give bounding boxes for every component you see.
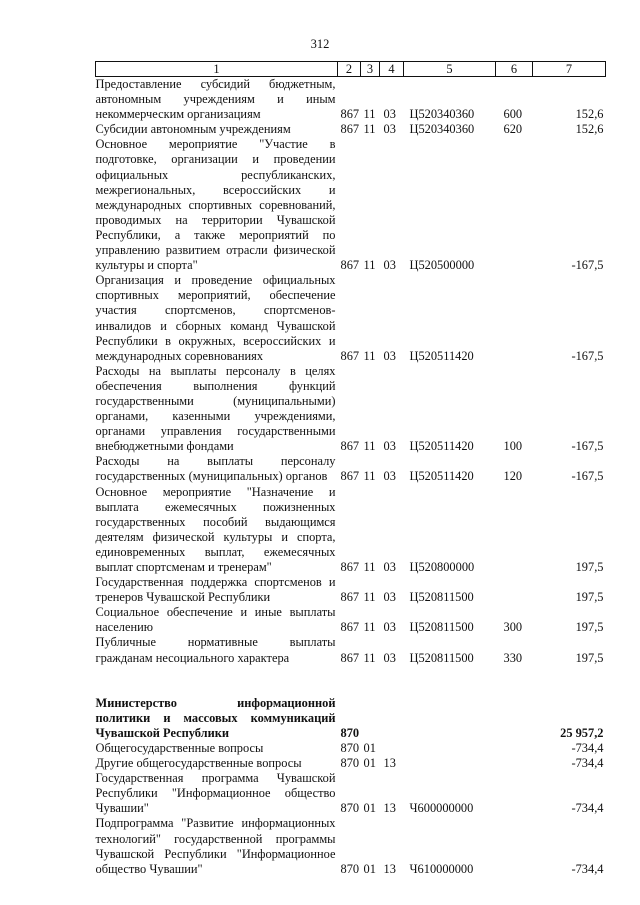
ministry-code: 867 — [340, 620, 360, 635]
item-name: Другие общегосударственные вопросы — [95, 756, 302, 771]
table-row — [96, 77, 606, 123]
column-header: 1 — [96, 62, 338, 77]
target-article-code — [404, 741, 496, 756]
column-header: 6 — [496, 62, 533, 77]
expense-type-code — [496, 771, 533, 816]
expense-type-code — [496, 696, 533, 741]
target-article-code: Ц520340360 — [409, 122, 475, 137]
table-row — [96, 635, 606, 665]
ministry-code: 870 — [340, 756, 360, 771]
table-row — [96, 741, 606, 756]
item-name: Предоставление субсидий бюджетным, автономным учреждениям и иным некоммерческим организациям — [95, 77, 336, 122]
section-code: 11 — [363, 650, 376, 665]
subsection-code — [380, 696, 404, 741]
target-article-code: Ц520811500 — [409, 650, 474, 665]
ministry-code: 867 — [340, 560, 360, 574]
amount: 197,5 — [575, 620, 604, 635]
table-row — [96, 137, 606, 273]
table-row — [96, 575, 606, 605]
table-row — [96, 771, 606, 816]
amount: -167,5 — [571, 439, 604, 454]
item-name: Министерство информационной политики и массовых коммуникаций Чувашской Республики — [95, 695, 336, 740]
ministry-code: 867 — [340, 122, 360, 137]
expense-type-code — [496, 137, 533, 273]
subsection-code — [380, 741, 404, 756]
amount: -167,5 — [571, 258, 604, 273]
section-code: 01 — [363, 861, 376, 876]
table-row — [96, 756, 606, 771]
amount: 25 957,2 — [560, 725, 604, 740]
expense-type-code — [496, 756, 533, 771]
budget-table — [95, 61, 606, 877]
section-code: 01 — [363, 756, 376, 771]
target-article-code: Ц520500000 — [409, 258, 475, 273]
section-code: 11 — [363, 620, 376, 635]
ministry-code: 870 — [340, 725, 360, 740]
expense-type-code: 330 — [503, 650, 523, 665]
section-code: 11 — [363, 469, 376, 484]
item-name: Государственная программа Чувашской Республики "Информационное общество Чувашии" — [95, 771, 336, 816]
amount: 197,5 — [575, 560, 604, 574]
item-name — [96, 666, 338, 696]
column-header: 3 — [361, 62, 380, 77]
table-row — [96, 273, 606, 364]
expense-type-code: 120 — [503, 469, 523, 484]
amount: -734,4 — [571, 756, 604, 771]
expense-type-code — [496, 666, 533, 696]
subsection-code: 03 — [383, 620, 396, 635]
section-code: 11 — [363, 439, 376, 454]
expense-type-code: 600 — [503, 107, 523, 122]
subsection-code: 03 — [383, 122, 396, 137]
section-code — [361, 666, 380, 696]
table-row — [96, 666, 606, 696]
subsection-code: 03 — [383, 439, 396, 454]
expense-type-code — [496, 741, 533, 756]
amount: -734,4 — [571, 740, 604, 755]
table-row — [96, 816, 606, 876]
item-name: Организация и проведение официальных спортивных мероприятий, обеспечение участия спортсменов, спортсменов-инвалидов и сборных команд Чувашской Республики в окружных, всероссийских и международных соревнованиях — [95, 273, 336, 363]
ministry-code: 870 — [340, 801, 360, 816]
section-code: 01 — [363, 801, 376, 816]
ministry-code: 867 — [340, 439, 360, 454]
section-code: 01 — [363, 740, 376, 755]
item-name: Расходы на выплаты персоналу государственных (муниципальных) органов — [95, 454, 336, 484]
item-name: Общегосударственные вопросы — [95, 740, 264, 755]
subsection-code: 13 — [383, 801, 396, 816]
expense-type-code: 620 — [503, 122, 523, 137]
subsection-code: 03 — [383, 560, 396, 574]
section-code: 11 — [363, 560, 376, 574]
ministry-code: 867 — [340, 348, 360, 363]
target-article-code: Ч600000000 — [409, 801, 474, 816]
page-number: 312 — [310, 37, 330, 51]
section-code: 11 — [363, 590, 376, 605]
ministry-code: 867 — [340, 650, 360, 665]
amount: -167,5 — [571, 348, 604, 363]
table-row — [96, 454, 606, 484]
amount: -734,4 — [571, 801, 604, 816]
expense-type-code — [496, 575, 533, 605]
target-article-code: Ц520511420 — [409, 348, 474, 363]
amount: 197,5 — [575, 590, 604, 605]
table-row — [96, 364, 606, 455]
ministry-code: 867 — [340, 258, 360, 273]
ministry-code: 867 — [340, 107, 360, 122]
expense-type-code — [496, 273, 533, 364]
table-row — [96, 696, 606, 741]
subsection-code — [380, 666, 404, 696]
target-article-code: Ц520811500 — [409, 590, 474, 605]
subsection-code: 03 — [383, 650, 396, 665]
column-header: 4 — [380, 62, 404, 77]
item-name: Государственная поддержка спортсменов и тренеров Чувашской Республики — [95, 575, 336, 605]
amount — [533, 666, 606, 696]
target-article-code — [404, 666, 496, 696]
subsection-code: 03 — [383, 107, 396, 122]
item-name: Основное мероприятие "Участие в подготовке, организации и проведении официальных республиканских, межрегиональных, всероссийских и международных спортивных соревнований, проводимых на территории Чувашской Республики, а также мероприятий по управлению развитием отрасли физической культуры и спорта" — [95, 137, 336, 273]
item-name: Расходы на выплаты персоналу в целях обеспечения выполнения функций государственными (муниципальными) органами, казенными учреждениями, органами управления государственными внебюджетными фондами — [95, 363, 336, 454]
table-header-row — [96, 62, 606, 77]
section-code: 11 — [363, 107, 376, 122]
item-name: Подпрограмма "Развитие информационных технологий" государственной программы Чувашской Республики "Информационное общество Чувашии" — [95, 816, 336, 876]
subsection-code: 03 — [383, 258, 396, 273]
item-name: Субсидии автономным учреждениям — [95, 122, 291, 137]
subsection-code: 13 — [383, 756, 396, 771]
section-code: 11 — [363, 348, 376, 363]
target-article-code — [404, 696, 496, 741]
ministry-code: 867 — [340, 469, 360, 484]
amount: -734,4 — [571, 861, 604, 876]
expense-type-code: 100 — [503, 439, 523, 454]
table-row — [96, 485, 606, 576]
subsection-code: 13 — [383, 861, 396, 876]
expense-type-code — [496, 816, 533, 876]
target-article-code: Ц520800000 — [409, 560, 475, 574]
item-name: Основное мероприятие "Назначение и выплата ежемесячных пожизненных государственных пособий выдающимся деятелям физической культуры и спорта, единовременных выплат, ежемесячных выплат спортсменам и тренерам" — [95, 484, 336, 574]
column-header: 2 — [338, 62, 361, 77]
ministry-code: 870 — [340, 861, 360, 876]
table-row — [96, 122, 606, 137]
subsection-code: 03 — [383, 348, 396, 363]
expense-type-code: 300 — [503, 620, 523, 635]
item-name: Социальное обеспечение и иные выплаты населению — [95, 605, 336, 635]
ministry-code: 870 — [340, 740, 360, 755]
amount: 197,5 — [575, 650, 604, 665]
amount: -167,5 — [571, 469, 604, 484]
table-row — [96, 605, 606, 635]
column-header: 5 — [404, 62, 496, 77]
column-header: 7 — [533, 62, 606, 77]
target-article-code: Ц520340360 — [409, 107, 475, 122]
expense-type-code — [496, 485, 533, 576]
ministry-code — [338, 666, 361, 696]
ministry-code: 867 — [340, 590, 360, 605]
subsection-code: 03 — [383, 469, 396, 484]
subsection-code: 03 — [383, 590, 396, 605]
target-article-code: Ц520511420 — [409, 439, 474, 454]
target-article-code: Ч610000000 — [409, 861, 474, 876]
table-body — [96, 77, 606, 877]
target-article-code: Ц520511420 — [409, 469, 474, 484]
target-article-code: Ц520811500 — [409, 620, 474, 635]
amount: 152,6 — [575, 107, 604, 122]
item-name: Публичные нормативные выплаты гражданам несоциального характера — [95, 635, 336, 665]
section-code — [361, 696, 380, 741]
section-code: 11 — [363, 122, 376, 137]
amount: 152,6 — [575, 122, 604, 137]
section-code: 11 — [363, 258, 376, 273]
target-article-code — [404, 756, 496, 771]
